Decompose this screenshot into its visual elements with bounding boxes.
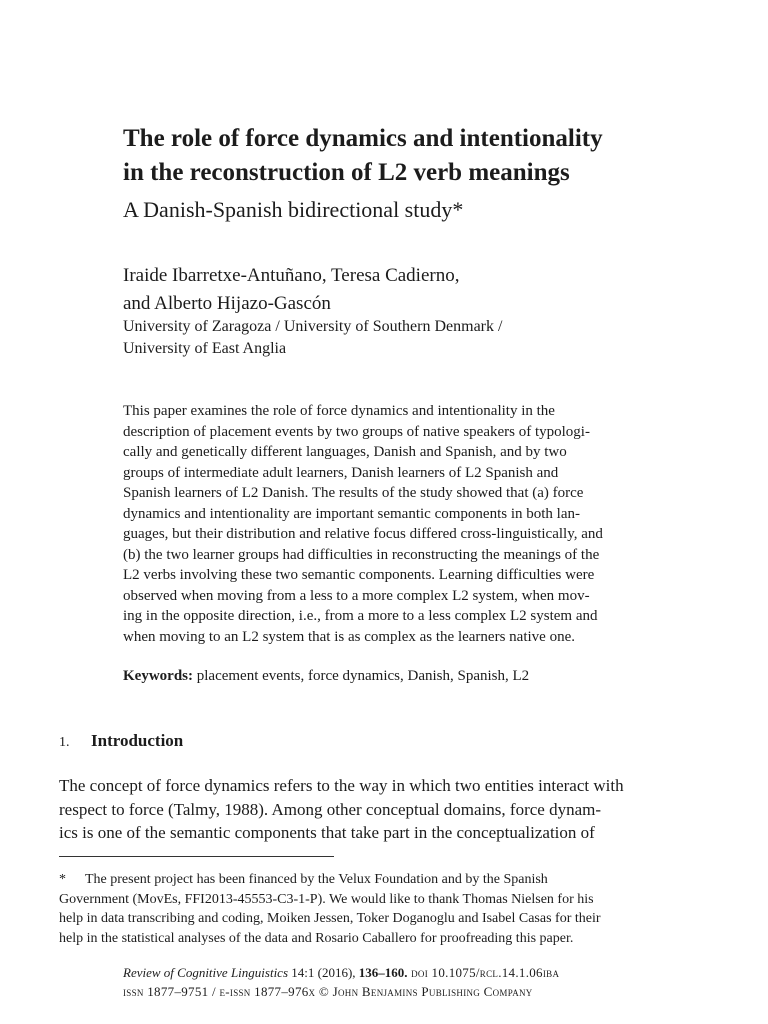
keywords <box>123 666 723 686</box>
doi: doi 10.1075/rcl.14.1.06iba <box>407 965 560 980</box>
section-heading <box>59 729 659 755</box>
footnote-divider <box>59 856 334 857</box>
body-line: The concept of force dynamics refers to the way in which two entities interact with <box>59 776 624 795</box>
body-paragraph <box>59 774 711 845</box>
authors-line-1: Iraide Ibarretxe-Antuñano, Teresa Cadierno, <box>123 265 460 286</box>
title-line-2: in the reconstruction of L2 verb meanings <box>123 159 570 186</box>
article-title <box>123 122 723 190</box>
abstract <box>123 401 708 647</box>
article-subtitle: A Danish-Spanish bidirectional study* <box>123 197 464 222</box>
section-title: Introduction <box>91 731 184 750</box>
abstract-line: dynamics and intentionality are important semantic components in both lan- <box>123 505 580 522</box>
title-line-1: The role of force dynamics and intentionality <box>123 125 603 152</box>
page-range: 136–160. <box>358 965 408 980</box>
footnote-line: Government (MovEs, FFI2013-45553-C3-1-P). We would like to thank Thomas Nielsen for his <box>59 891 594 907</box>
footnote-line: help in data transcribing and coding, Moiken Jessen, Toker Doganoglu and Isabel Casas for their <box>59 911 601 926</box>
keywords-label: Keywords: <box>123 668 193 684</box>
abstract-line: L2 verbs involving these two semantic components. Learning difficulties were <box>123 567 595 583</box>
abstract-line: groups of intermediate adult learners, Danish learners of L2 Spanish and <box>123 464 559 481</box>
footnote-line: help in the statistical analyses of the data and Rosario Caballero for proofreading this paper. <box>59 930 574 946</box>
abstract-line: observed when moving from a less to a more complex L2 system, when mov- <box>123 587 590 604</box>
affiliations <box>123 316 723 360</box>
footnote <box>59 870 711 948</box>
abstract-line: description of placement events by two groups of native speakers of typologi- <box>123 423 590 440</box>
abstract-line: Spanish learners of L2 Danish. The results of the study showed that (a) force <box>123 485 584 501</box>
issn-line: issn 1877–9751 / e-issn 1877–976x © John Benjamins Publishing Company <box>123 984 533 999</box>
abstract-line: (b) the two learner groups had difficulties in reconstructing the meanings of the <box>123 546 600 563</box>
authors-line-2: and Alberto Hijazo-Gascón <box>123 293 331 314</box>
footnote-text: The present project has been financed by the Velux Foundation and by the Spanish <box>85 872 548 887</box>
journal-name: Review of Cognitive Linguistics <box>123 965 289 980</box>
abstract-line: cally and genetically different languages, Danish and Spanish, and by two <box>123 444 567 460</box>
body-line: ics is one of the semantic components that take part in the conceptualization of <box>59 823 595 842</box>
abstract-line: when moving to an L2 system that is as complex as the learners native one. <box>123 628 575 645</box>
author-list <box>123 262 723 318</box>
affiliation-line-1: University of Zaragoza / University of Southern Denmark / <box>123 318 503 335</box>
footnote-line <box>59 870 711 890</box>
citation-line <box>123 963 723 982</box>
abstract-line: guages, but their distribution and relative focus differed cross-linguistically, and <box>123 526 603 542</box>
journal-volume: 14:1 (2016), <box>288 965 359 980</box>
section-number: 1. <box>59 735 70 750</box>
abstract-line: This paper examines the role of force dynamics and intentionality in the <box>123 403 555 419</box>
colophon <box>123 963 723 1001</box>
abstract-line: ing in the opposite direction, i.e., from a more to a less complex L2 system and <box>123 608 598 624</box>
affiliation-line-2: University of East Anglia <box>123 340 287 357</box>
body-line: respect to force (Talmy, 1988). Among other conceptual domains, force dynam- <box>59 799 601 819</box>
keywords-value: placement events, force dynamics, Danish, Spanish, L2 <box>196 668 530 684</box>
footnote-marker: * <box>59 872 66 887</box>
